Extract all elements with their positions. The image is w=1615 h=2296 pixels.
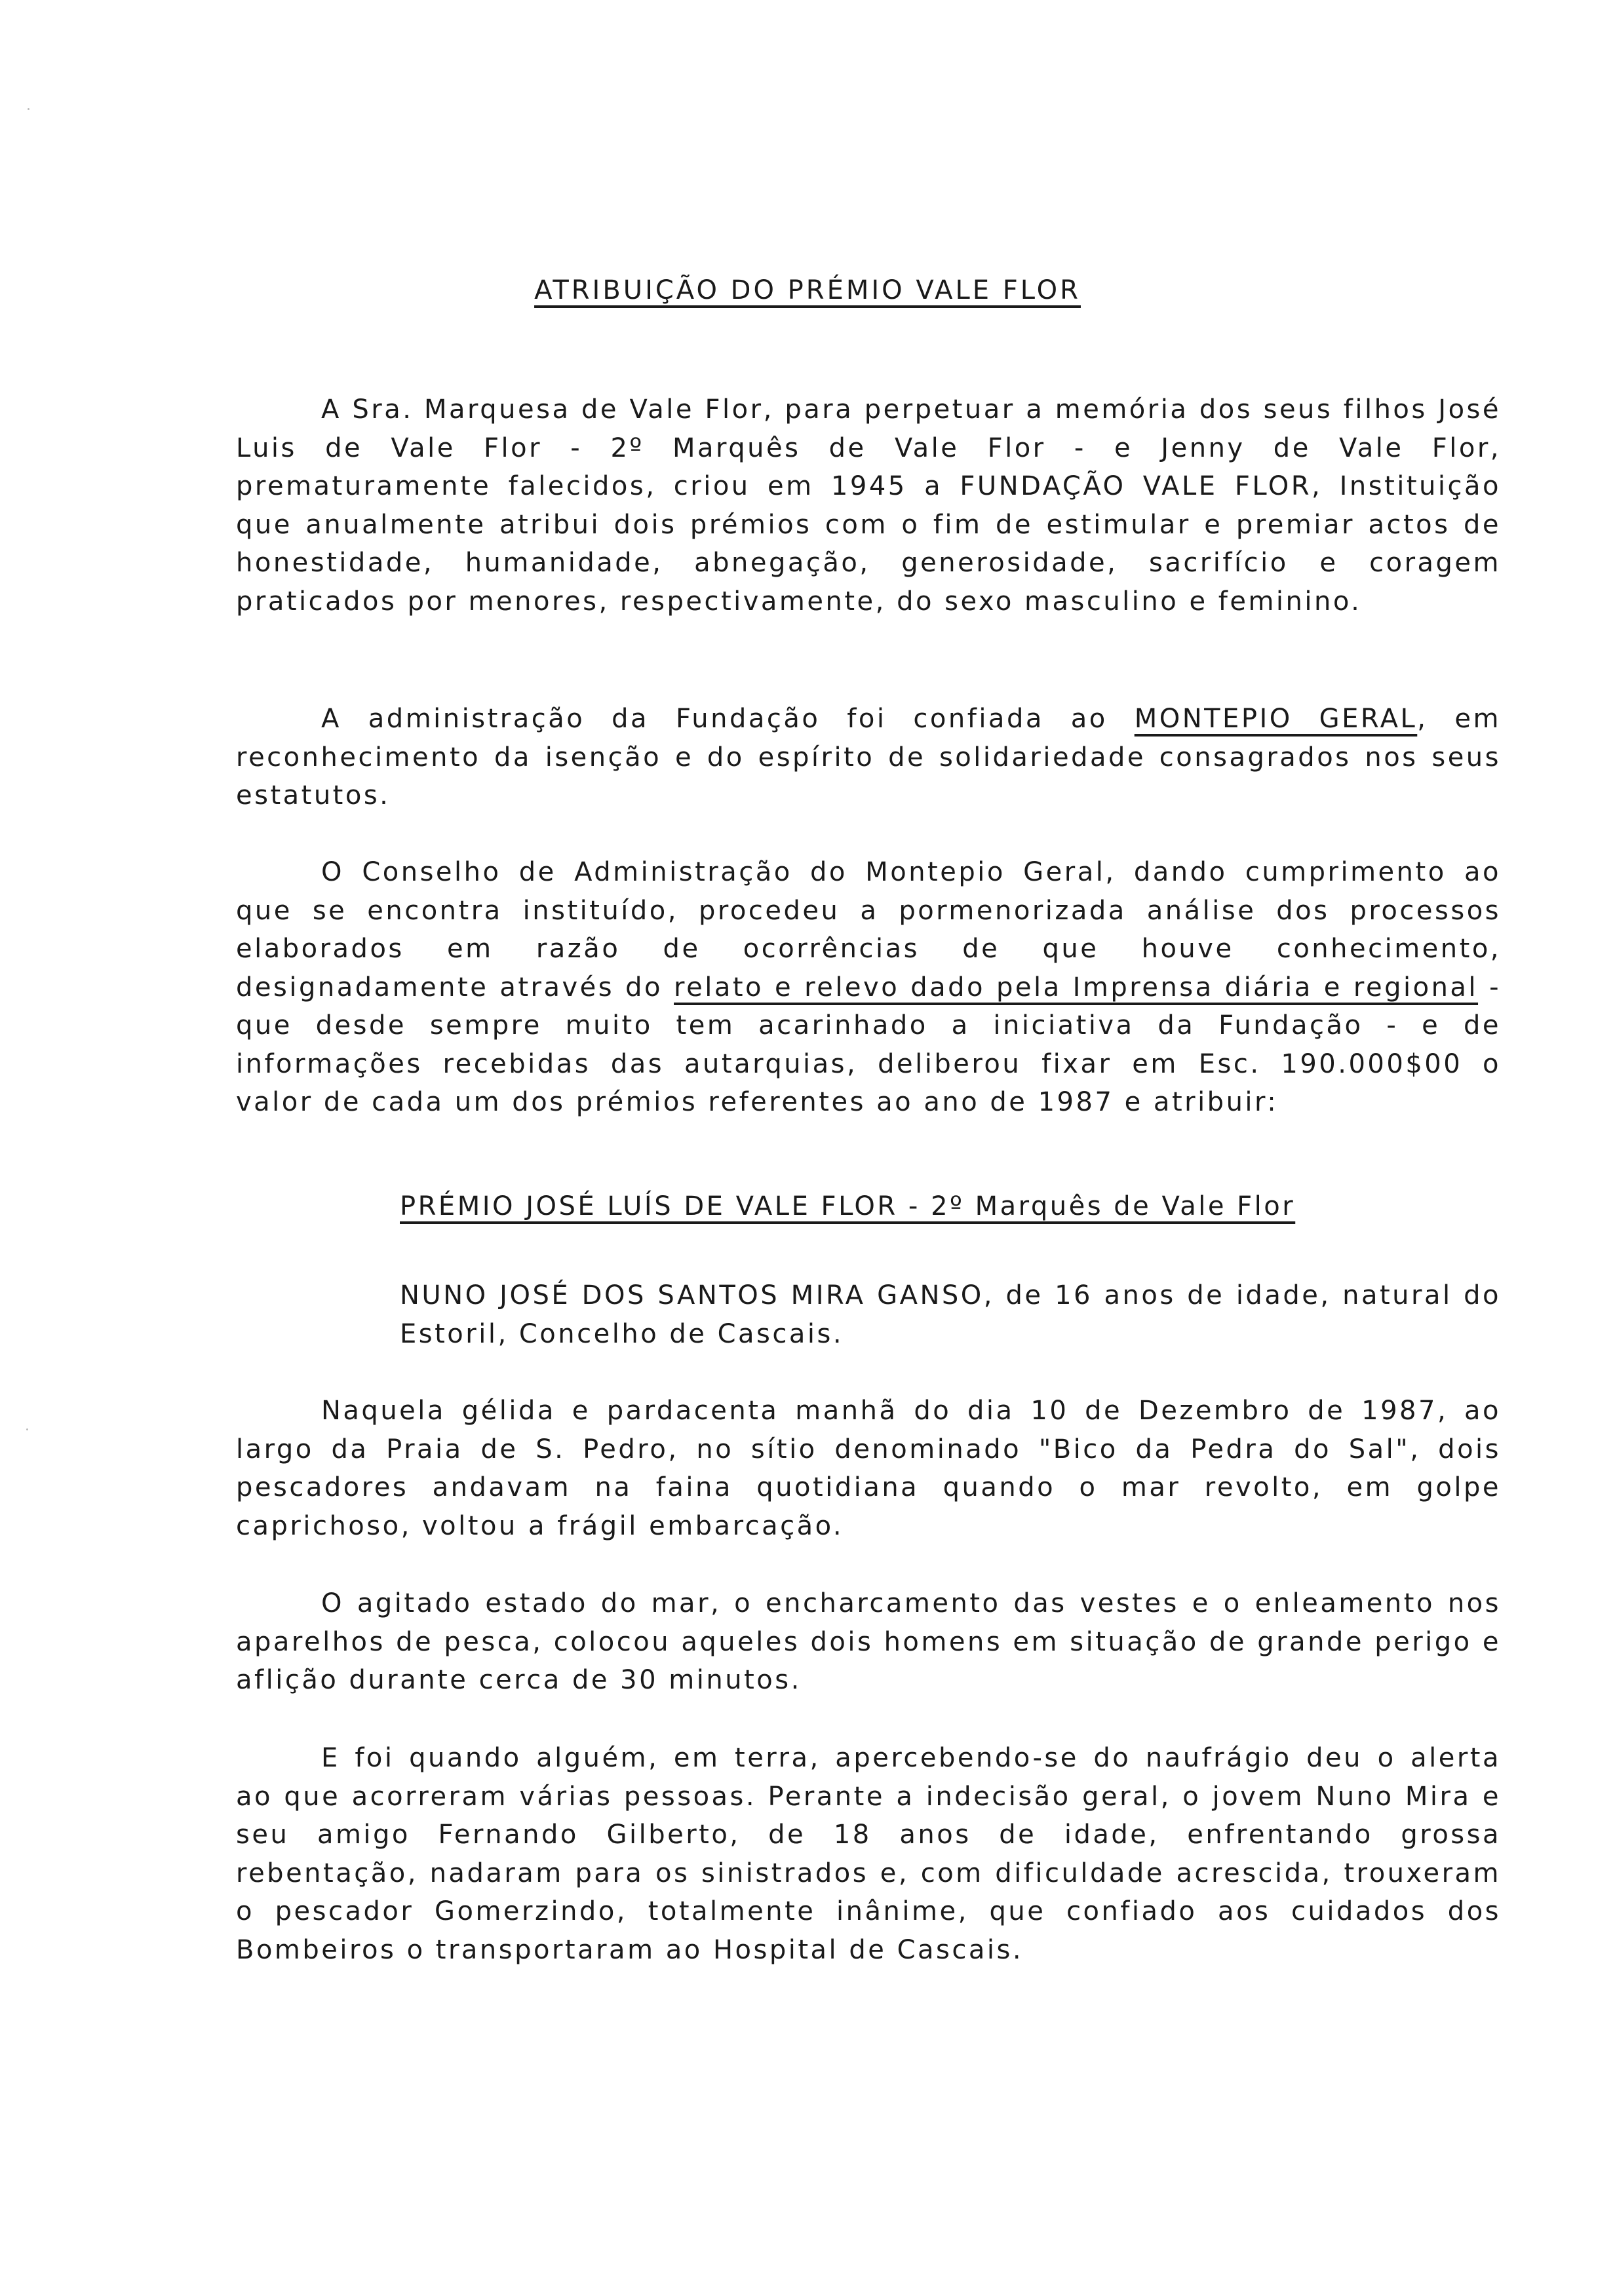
paragraph-council-decision [236,853,1501,1122]
paragraph-founding: A Sra. Marquesa de Vale Flor, para perpetuar a memória dos seus filhos José Luis de Vale Flor - 2º Marquês de Vale Flor - e Jenny de Vale Flor, prematuramente falecidos, criou em 1945 a FUNDAÇÃO VALE FLOR, Instituição que anualmente atribui dois prémios com o fim de estimular e premiar actos de honestidade, humanidade, abnegação, generosidade, sacrifício e coragem praticados por menores, respectivamente, do sexo masculino e feminino. [236,394,1501,617]
press-reference-underlined: relato e relevo dado pela Imprensa diária e regional [674,972,1479,1003]
paragraph-danger: O agitado estado do mar, o encharcamento das vestes e o enleamento nos aparelhos de pesca, colocou aqueles dois homens em situação de grande perigo e aflição durante cerca de 30 minutos. [236,1588,1501,1695]
award-recipient: NUNO JOSÉ DOS SANTOS MIRA GANSO, de 16 anos de idade, natural do Estoril, Concelho de Cascais. [400,1280,1501,1349]
paragraph-incident: Naquela gélida e pardacenta manhã do dia 10 de Dezembro de 1987, ao largo da Praia de S. Pedro, no sítio denominado "Bico da Pedra do Sal", dois pescadores andavam na faina quotidiana quando o mar revolto, em golpe caprichoso, voltou a frágil embarcação. [236,1396,1501,1541]
paragraph-administration-text-a: A administração da Fundação foi confiada ao [321,704,1135,734]
paragraph-council-text-a: O Conselho de Administração do Montepio Geral, dando cumprimento ao que se encontra instituído, procedeu a pormenorizada análise dos processos elaborados em razão de ocorrências de que houve conhecimento, designadamente através do [236,857,1501,1003]
montepio-geral-underlined: MONTEPIO GERAL [1134,704,1418,734]
award-heading: PRÉMIO JOSÉ LUÍS DE VALE FLOR - 2º Marquês de Vale Flor [400,1191,1296,1221]
paragraph-rescue: E foi quando alguém, em terra, apercebendo-se do naufrágio deu o alerta ao que acorreram várias pessoas. Perante a indecisão geral, o jovem Nuno Mira e seu amigo Fernando Gilberto, de 18 anos de idade, enfrentando grossa rebentação, nadaram para os sinistrados e, com dificuldade acrescida, trouxeram o pescador Gomerzindo, totalmente inânime, que confiado aos cuidados dos Bombeiros o transportaram ao Hospital de Cascais. [236,1743,1501,1965]
paragraph-administration [236,700,1501,815]
scan-speck [26,1428,28,1430]
paragraph-administration-text-b: , em reconhecimento da isenção e do espírito de solidariedade consagrados nos seus estatutos. [236,704,1501,811]
scan-speck [28,108,29,110]
paragraph-council-text-b: - que desde sempre muito tem acarinhado a iniciativa da Fundação - e de informações recebidas das autarquias, deliberou fixar em Esc. 190.000$00 o valor de cada um dos prémios referentes ao ano de 1987 e atribuir: [236,972,1501,1117]
document-title: ATRIBUIÇÃO DO PRÉMIO VALE FLOR [534,275,1081,305]
